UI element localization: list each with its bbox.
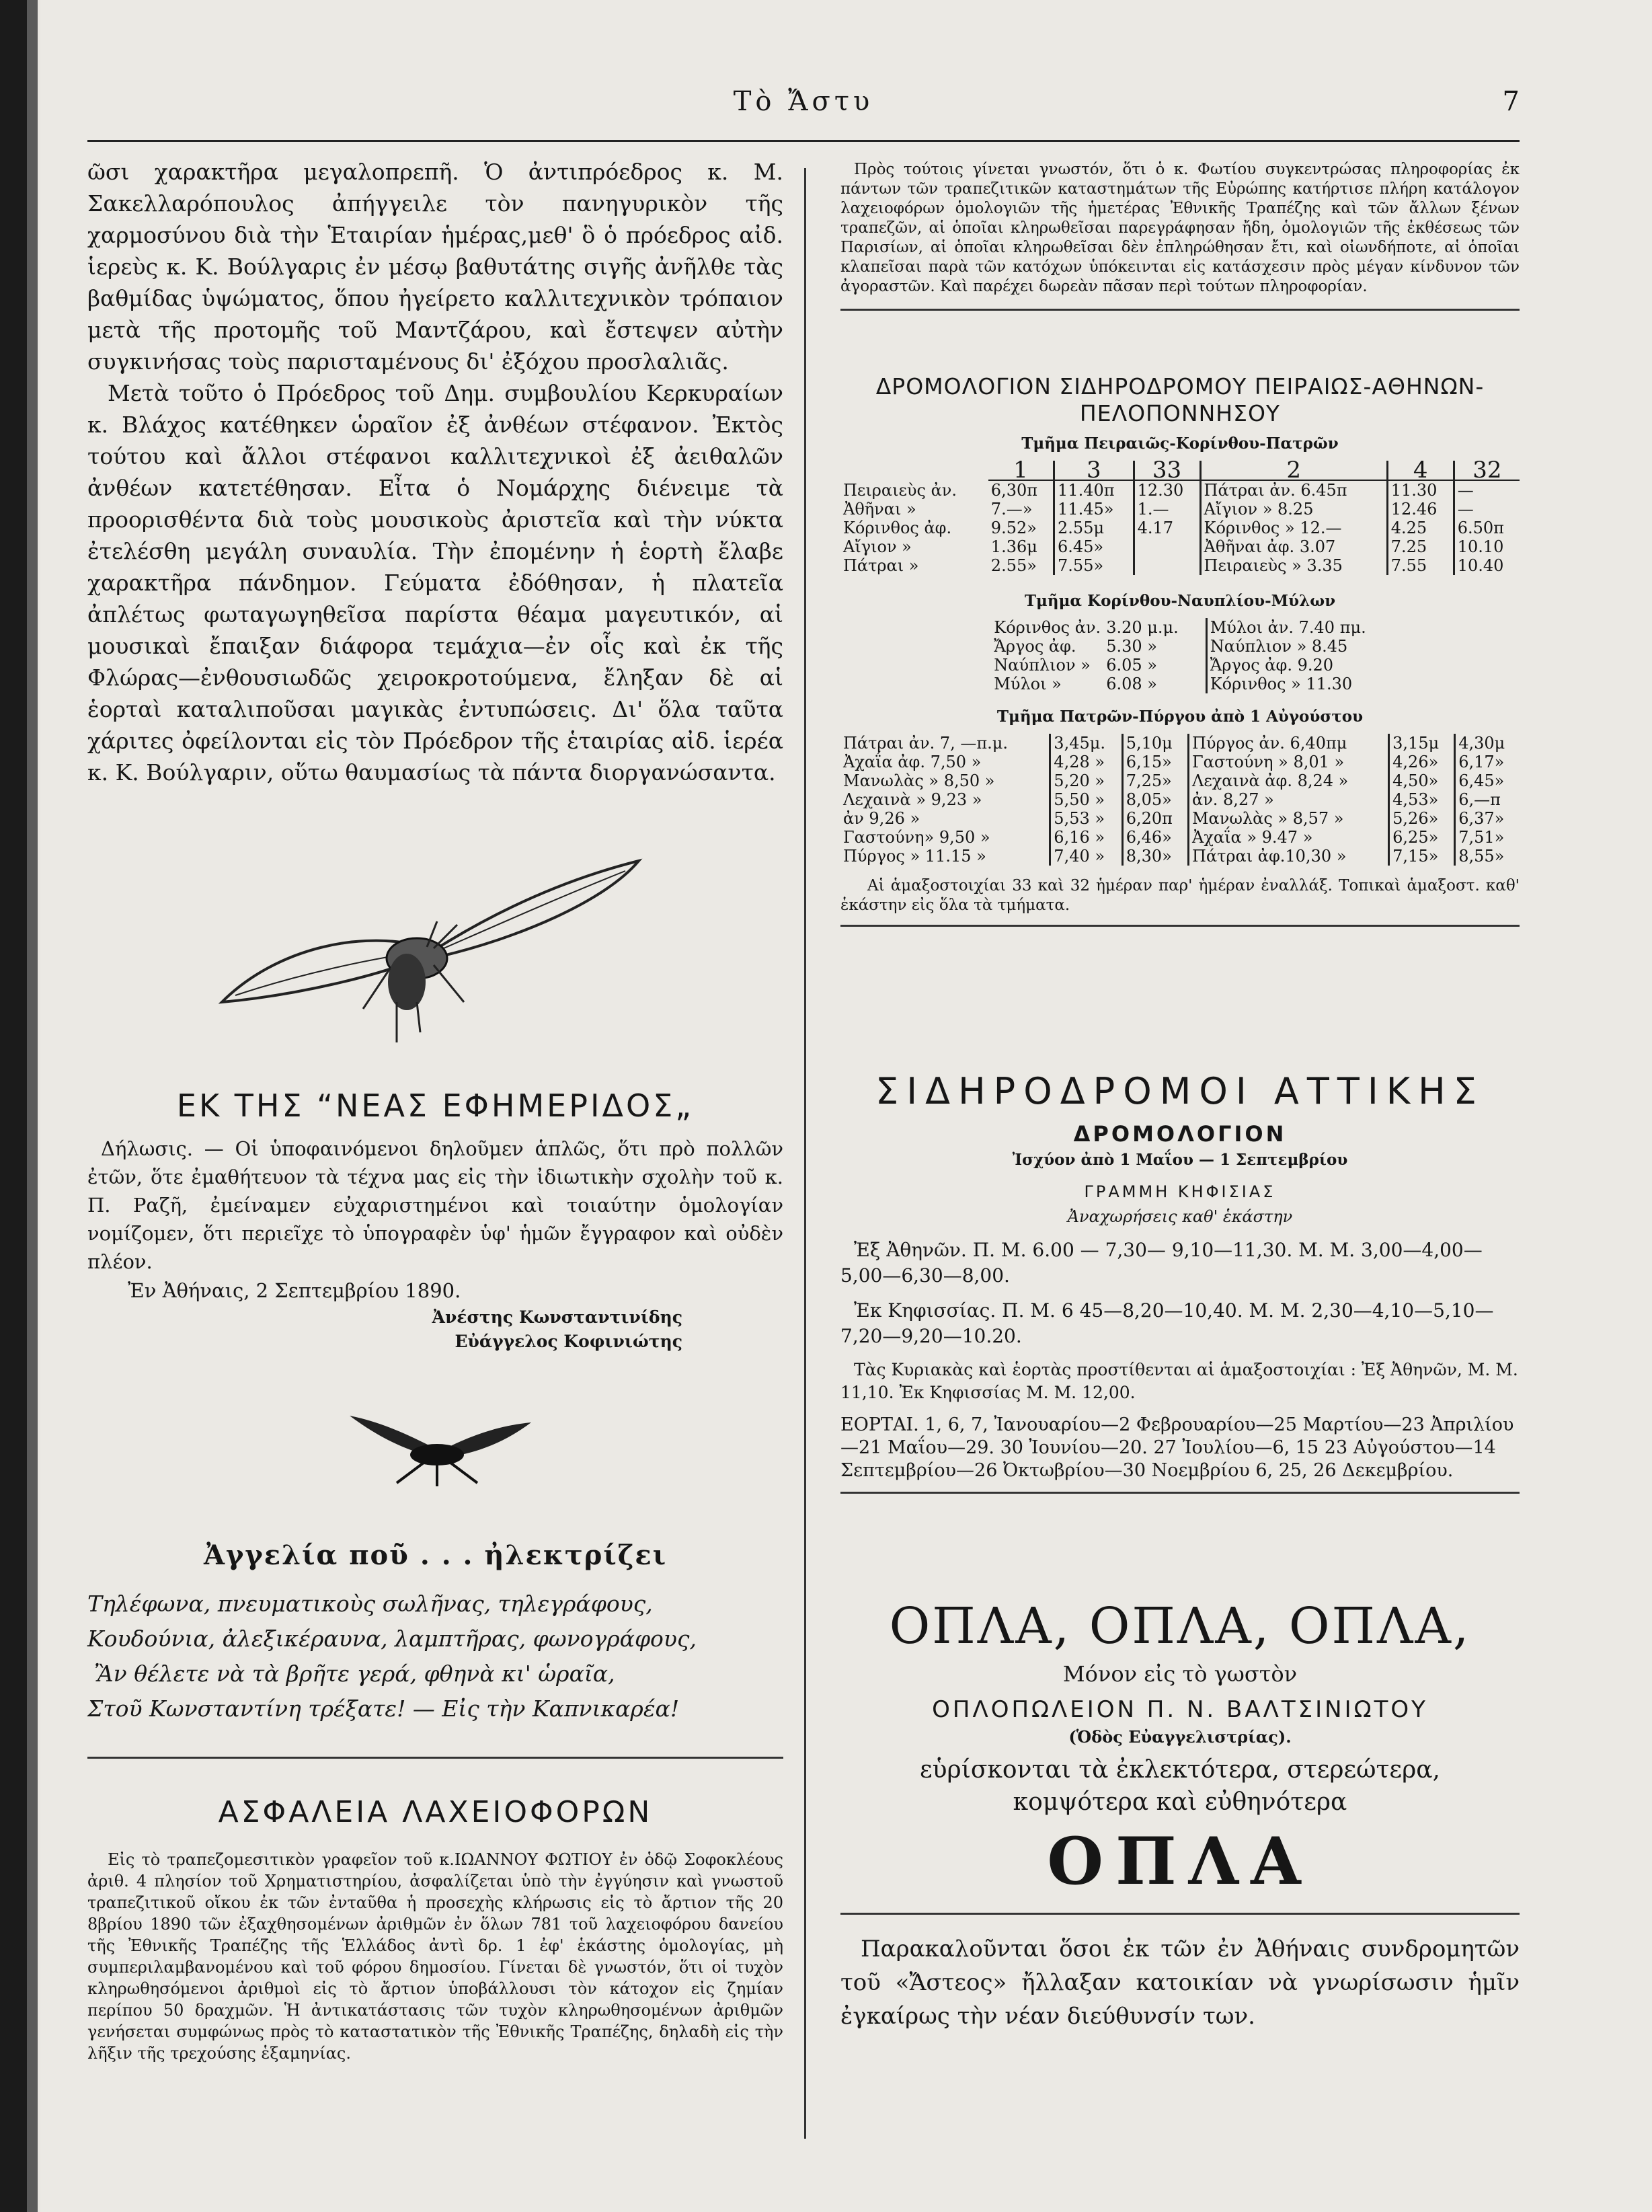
section-rule xyxy=(840,925,1520,927)
time-cell: 6,17» xyxy=(1455,753,1520,771)
time-cell: 6.08 » xyxy=(1106,675,1157,693)
station-time: Ἀχαΐα ἀφ. 7,50 » xyxy=(843,753,982,771)
time-cell: 7.25 xyxy=(1387,537,1454,556)
time-cell: — xyxy=(1454,480,1520,500)
time-cell: 6.50π xyxy=(1454,519,1520,537)
railway-timetable xyxy=(840,373,1520,927)
station: Κόρινθος ἀφ. xyxy=(843,519,952,537)
time-cell: 7.—» xyxy=(990,500,1033,519)
station-time: Ἄργος ἀφ. 9.20 xyxy=(1206,656,1368,675)
time-cell xyxy=(1134,537,1200,556)
section-heading: ΕΚ ΤΗΣ “ΝΕΑΣ ΕΦΗΜΕΡΙΔΟΣ„ xyxy=(176,1088,695,1124)
station-time: Λεχαινὰ » 9,23 » xyxy=(843,790,982,809)
train-number: 4 xyxy=(1387,461,1454,480)
page-number: 7 xyxy=(1502,86,1520,117)
timetable-heading: ΔΡΟΜΟΛΟΓΙΟΝ ΣΙΔΗΡΟΔΡΟΜΟΥ ΠΕΙΡΑΙΩΣ-ΑΘΗΝΩΝ-ΠΕΛΟΠΟΝΝΗΣΟΥ xyxy=(875,373,1485,426)
time-cell: 6,45» xyxy=(1455,771,1520,790)
time-cell: 8,05» xyxy=(1122,790,1188,809)
station: Πάτραι » xyxy=(843,556,919,575)
ad-line: Ἂν θέλετε νὰ τὰ βρῆτε γερά, φθηνὰ κι' ὡραῖα, xyxy=(94,1661,615,1687)
table-row xyxy=(991,637,1368,656)
time-cell: 7,51» xyxy=(1455,828,1520,847)
time-cell: 2.55» xyxy=(990,556,1037,575)
arms-advertisement xyxy=(840,1594,1520,2033)
notice-text: Πρὸς τούτοις γίνεται γνωστόν, ὅτι ὁ κ. Φωτίου συγκεντρώσας πληροφορίας ἐκ πάντων τῶν τραπεζιτικῶν καταστημάτων τῆς Εὐρώπης κατήρτισε πλήρη κατάλογον λαχειοφόρων ὁμολογιῶν τῆς ἡμετέρας Ἐθνικῆς Τραπέζης καὶ τῶν ἄλλων ξένων τραπεζῶν, αἱ ὁποῖαι κληρωθεῖσαι παρεγράφησαν ἤδη, ὁμολογιῶν τῆς ἐκθέσεως τῶν Παρισίων, αἱ ὁποῖαι κληρωθεῖσαι δὲν ἐπληρώθησαν ἔτι, καὶ οἰωνδήποτε, αἱ ὁποῖαι κλαπεῖσαι παρὰ τῶν κατόχων ὑπόκεινται εἰς κατάσχεσιν πρὸς μέγαν κίνδυνον τῶν ἀγοραστῶν. Καὶ παρέχει δωρεὰν πᾶσαν περὶ τούτων πληροφορίαν. xyxy=(840,161,1520,295)
time-cell: 4.25 xyxy=(1387,519,1454,537)
table-row xyxy=(840,556,1520,575)
time-cell: 3,45μ. xyxy=(1050,734,1122,753)
attica-validity: Ἰσχύον ἀπὸ 1 Μαΐου — 1 Σεπτεμβρίου xyxy=(1012,1151,1348,1169)
station: Πειραιεὺς ἀν. xyxy=(843,480,957,500)
table-row xyxy=(840,500,1520,519)
arms-street: (Ὁδὸς Εὐαγγελιστρίας). xyxy=(1068,1727,1292,1747)
station-time: Κόρινθος » 12.— xyxy=(1200,519,1387,537)
ad-heading: Ἀγγελία ποῦ . . . ἠλεκτρίζει xyxy=(203,1539,668,1571)
station: Ἀθῆναι » xyxy=(843,500,916,519)
station-time: Ναύπλιον » 8.45 xyxy=(1206,637,1368,656)
train-number: 33 xyxy=(1134,461,1200,480)
station-time: ἀν 9,26 » xyxy=(843,809,920,828)
timetable-section-title: Τμῆμα Πειραιῶς-Κορίνθου-Πατρῶν xyxy=(1021,434,1339,453)
station-time: Μανωλὰς » 8,57 » xyxy=(1188,809,1388,828)
sunday-schedule: Τὰς Κυριακὰς καὶ ἑορτὰς προστίθενται αἱ ἁμαξοστοιχίαι : Ἐξ Ἀθηνῶν, Μ. Μ. 11,10. Ἐκ Κηφισσίας Μ. Μ. 12,00. xyxy=(840,1360,1518,1402)
station-time: Γαστούνη » 8,01 » xyxy=(1188,753,1388,771)
station-time: Μανωλὰς » 8,50 » xyxy=(843,771,995,790)
time-cell: 4,30μ xyxy=(1455,734,1520,753)
table-row xyxy=(991,656,1368,675)
time-cell: 2.55μ xyxy=(1054,519,1134,537)
insect-illustration xyxy=(336,1409,538,1490)
table-row xyxy=(840,828,1520,847)
time-cell: 9.52» xyxy=(990,519,1037,537)
time-cell: 1.— xyxy=(1134,500,1200,519)
station-time: Πύργος » 11.15 » xyxy=(843,847,986,866)
attica-railway xyxy=(840,1069,1520,1494)
table-header-row xyxy=(840,461,1520,480)
time-cell: 5.30 » xyxy=(1106,637,1157,656)
table-row xyxy=(840,519,1520,537)
time-cell: 5,20 » xyxy=(1050,771,1122,790)
time-cell: 6,15» xyxy=(1122,753,1188,771)
timetable-table xyxy=(991,618,1368,693)
electric-ad xyxy=(87,1537,783,1726)
attica-departures-label: Ἀναχωρήσεις καθ' ἑκάστην xyxy=(1067,1207,1293,1226)
signatory: Εὐάγγελος Κοφινιώτης xyxy=(455,1332,682,1351)
holidays-list: ΕΟΡΤΑΙ. 1, 6, 7, Ἰανουαρίου—2 Φεβρουαρίου—25 Μαρτίου—23 Ἀπριλίου—21 Μαΐου—29. 30 Ἰουνίου—20. 27 Ἰουλίου—6, 15 23 Αὐγούστου—14 Σεπτεμβρίου—26 Ὀκτωβρίου—30 Νοεμβρίου 6, 25, 26 Δεκεμβρίου. xyxy=(840,1414,1514,1481)
train-number: 2 xyxy=(1200,461,1387,480)
time-cell: 6,46» xyxy=(1122,828,1188,847)
schedule-line: Ἐκ Κηφισσίας. Π. Μ. 6 45—8,20—10,40. Μ. Μ. 2,30—4,10—5,10—7,20—9,20—10.20. xyxy=(840,1299,1494,1347)
time-cell: 11.40π xyxy=(1054,480,1134,500)
scan-binding-edge xyxy=(0,0,27,2212)
time-cell: 4,28 » xyxy=(1050,753,1122,771)
time-cell: 11.45» xyxy=(1054,500,1134,519)
ad-line: Τηλέφωνα, πνευματικοὺς σωλῆνας, τηλεγράφους, xyxy=(87,1591,653,1617)
bee-illustration xyxy=(195,847,666,1049)
station-time: Πειραιεὺς » 3.35 xyxy=(1200,556,1387,575)
time-cell: 4,26» xyxy=(1389,753,1455,771)
time-cell: 8,30» xyxy=(1122,847,1188,866)
time-cell: 1.36μ xyxy=(990,537,1037,556)
insurance-text: Εἰς τὸ τραπεζομεσιτικὸν γραφεῖον τοῦ κ.ΙΩΑΝΝΟΥ ΦΩΤΙΟΥ ἐν ὁδῷ Σοφοκλέους ἀριθ. 4 πλησίον τοῦ Χρηματιστηρίου, ἀσφαλίζεται ὑπὸ τὴν ἐγγύησιν καὶ γνωστοῦ τραπεζιτικοῦ οἴκου ἐκ τῶν ἐνταῦθα ἡ προσεχὴς κλήρωσις εἰς τὸ ἄρτιον τῆς 20 8βρίου 1890 τῶν ἐξαχθησομένων ἀριθμῶν ἐν ὅλων 781 τοῦ λαχειοφόρου δανείου τῆς Ἐθνικῆς Τραπέζης τῆς Ἑλλάδος ἀντὶ δρ. 1 ἐφ' ἑκάστης ὁμολογίας, μὴ συμπεριλαμβανομένου καὶ τοῦ φόρου δημοσίου. Γίνεται δὲ γνωστόν, ὅτι οἱ τυχὸν κληρωθησόμενοι ἀριθμοὶ εἰς τὸ ἄρτιον ὑποβάλλουσι τὸν κάτοχον εἰς ζημίαν περίπου 50 δραχμῶν. Ἡ ἀντικατάστασις τῶν τυχὸν κληρωθησομένων ἀριθμῶν γενήσεται συμφώνως πρὸς τὸ καταστατικὸν τῆς Ἐθνικῆς Τραπέζης, δηλαδὴ εἰς τὴν λῆξιν τῆς τρεχούσης ἑξαμηνίας. xyxy=(87,1850,783,2063)
declaration-date: Ἐν Ἀθήναις, 2 Σεπτεμβρίου 1890. xyxy=(128,1279,461,1302)
station-time: Αἴγιον » 8.25 xyxy=(1200,500,1387,519)
train-number: 1 xyxy=(988,461,1054,480)
timetable-section-title: Τμῆμα Πατρῶν-Πύργου ἀπὸ 1 Αὐγούστου xyxy=(996,708,1364,726)
train-number: 32 xyxy=(1454,461,1520,480)
table-row xyxy=(991,675,1368,693)
table-row xyxy=(840,537,1520,556)
station: Ἄργος ἀφ. xyxy=(994,637,1076,656)
time-cell: 3.20 μ.μ. xyxy=(1106,618,1179,637)
station: Μύλοι » xyxy=(994,675,1062,693)
time-cell: 7,25» xyxy=(1122,771,1188,790)
station-time: ἀν. 8,27 » xyxy=(1188,790,1388,809)
arms-big-title: ΟΠΛΑ xyxy=(1047,1823,1313,1899)
station: Ναύπλιον » xyxy=(994,656,1091,675)
time-cell xyxy=(1134,556,1200,575)
time-cell: 6.45» xyxy=(1054,537,1134,556)
timetable-table xyxy=(840,457,1520,575)
time-cell: 11.30 xyxy=(1387,480,1454,500)
table-row xyxy=(840,753,1520,771)
right-column xyxy=(840,160,1520,311)
train-number: 3 xyxy=(1054,461,1134,480)
attica-line-name: ΓΡΑΜΜΗ ΚΗΦΙΣΙΑΣ xyxy=(1084,1182,1276,1201)
time-cell: 4,50» xyxy=(1389,771,1455,790)
station-time: Πάτραι ἀφ.10,30 » xyxy=(1188,847,1388,866)
station: Κόρινθος ἀν. xyxy=(994,618,1101,637)
attica-subheading: ΔΡΟΜΟΛΟΓΙΟΝ xyxy=(1073,1121,1287,1147)
time-cell: 6.05 » xyxy=(1106,656,1157,675)
time-cell: 6,16 » xyxy=(1050,828,1122,847)
time-cell: — xyxy=(1454,500,1520,519)
table-row xyxy=(840,790,1520,809)
time-cell: 6,37» xyxy=(1455,809,1520,828)
column-divider xyxy=(804,168,806,2139)
attica-heading: ΣΙΔΗΡΟΔΡΟΜΟΙ ΑΤΤΙΚΗΣ xyxy=(875,1070,1485,1112)
insurance-section xyxy=(87,1757,783,2064)
arms-heading: ΟΠΛΑ, ΟΠΛΑ, ΟΠΛΑ, xyxy=(889,1597,1471,1655)
scan-binding-shadow xyxy=(27,0,38,2212)
signatory: Ἀνέστης Κωνσταντινίδης xyxy=(432,1307,682,1327)
station-time: Πάτραι ἀν. 7, —π.μ. xyxy=(843,734,1008,753)
arms-text: Μόνον εἰς τὸ γωστὸν xyxy=(1062,1661,1298,1687)
article-paragraph: Μετὰ τοῦτο ὁ Πρόεδρος τοῦ Δημ. συμβουλίου Κερκυραίων κ. Βλάχος κατέθηκεν ὡραῖον ἐξ ἀνθέων στέφανον. Ἐκτὸς τούτου καὶ ἄλλοι στέφανοι καλλιτεχνικοὶ ἐξ ἀειθαλῶν ἀνθέων κατετέθησαν. Εἶτα ὁ Νομάρχης διένειμε τὰ προορισθέντα διὰ τοὺς μουσικοὺς ἀριστεῖα καὶ τὴν νύκτα ἐτελέσθη μεγάλη συναυλία. Τὴν ἐπομένην ἡ ἑορτὴ ἔλαβε χαρακτῆρα πάνδημον. Γεύματα ἐδόθησαν, ἡ πλατεῖα ἀπλέτως φωταγωγηθεῖσα παρίστα θέαμα μαγευτικόν, αἱ μουσικαὶ ἔπαιξαν διάφορα τεμάχια—ἐν οἷς καὶ ἐκ τῆς Φλώρας—ἐνθουσιωδῶς χειροκροτούμενα, ἔληξαν δὲ αἱ ἑορταὶ καταλιποῦσαι μαγικὰς ἐντυπώσεις. Δι' ὅλα ταῦτα χάριτες ὀφείλονται εἰς τὸν Πρόεδρον τῆς ἑταιρίας αἰδ. ἱερέα κ. Κ. Βούλγαριν, οὕτω θαυμασίως τὰ πάντα διοργανώσαντα. xyxy=(87,380,783,786)
time-cell: 5,26» xyxy=(1389,809,1455,828)
station: Αἴγιον » xyxy=(843,537,912,556)
time-cell: 6,25» xyxy=(1389,828,1455,847)
schedule-line: Ἐξ Ἀθηνῶν. Π. Μ. 6.00 — 7,30— 9,10—11,30. Μ. Μ. 3,00—4,00—5,00—6,30—8,00. xyxy=(840,1239,1483,1287)
time-cell: 5,53 » xyxy=(1050,809,1122,828)
time-cell: 7,40 » xyxy=(1050,847,1122,866)
station-time: Λεχαινὰ ἀφ. 8,24 » xyxy=(1188,771,1388,790)
station-time: Γαστούνη» 9,50 » xyxy=(843,828,990,847)
table-row xyxy=(991,618,1368,637)
time-cell: 12.46 xyxy=(1387,500,1454,519)
time-cell: 7.55 xyxy=(1387,556,1454,575)
time-cell: 6,30π xyxy=(990,481,1038,500)
timetable-note: Αἱ ἁμαξοστοιχίαι 33 καὶ 32 ἡμέραν παρ' ἡμέραν ἐναλλάξ. Τοπικαὶ ἁμαξοστ. καθ' ἑκάστην εἰς ὅλα τὰ τμήματα. xyxy=(840,877,1520,914)
header-rule xyxy=(87,140,1520,142)
table-row xyxy=(840,809,1520,828)
ad-line: Κουδούνια, ἀλεξικέραυνα, λαμπτῆρας, φωνογράφους, xyxy=(87,1626,697,1652)
station-time: Μύλοι ἀν. 7.40 πμ. xyxy=(1206,618,1368,637)
time-cell: 7,15» xyxy=(1389,847,1455,866)
section-rule xyxy=(840,1492,1520,1494)
station-time: Κόρινθος » 11.30 xyxy=(1206,675,1368,693)
section-heading: ΑΣΦΑΛΕΙΑ ΛΑΧΕΙΟΦΟΡΩΝ xyxy=(218,1795,653,1829)
table-row xyxy=(840,734,1520,753)
ad-line: Στοῦ Κωνσταντίνη τρέξατε! — Εἰς τὴν Καπνικαρέα! xyxy=(87,1695,680,1722)
table-row xyxy=(840,771,1520,790)
newspaper-title: Τὸ Ἄστυ xyxy=(733,86,874,117)
time-cell: 3,15μ xyxy=(1389,734,1455,753)
station-time: Πύργος ἀν. 6,40πμ xyxy=(1188,734,1388,753)
time-cell: 10.40 xyxy=(1454,556,1520,575)
time-cell: 6,—π xyxy=(1455,790,1520,809)
timetable-table xyxy=(840,734,1520,866)
arms-text: εὑρίσκονται τὰ ἐκλεκτότερα, στερεώτερα, κομψότερα καὶ εὐθηνότερα xyxy=(920,1756,1440,1816)
time-cell: 6,20π xyxy=(1122,809,1188,828)
declaration-text: Δήλωσις. — Οἱ ὑποφαινόμενοι δηλοῦμεν ἁπλῶς, ὅτι πρὸ πολλῶν ἐτῶν, ὅτε ἐμαθήτευον τὰ τέχνα μας εἰς τὴν ἰδιωτικὴν σχολὴν τοῦ κ. Π. Ραζῆ, ἐμείναμεν εὐχαριστημένοι καὶ τοιαύτην ὁμολογίαν νομίζομεν, ὅτι περιεῖχε τὸ ὑπογραφὲν ὑφ' ἡμῶν ἔγγραφον καὶ οὐδὲν πλέον. xyxy=(87,1137,783,1273)
article-paragraph: ῶσι χαρακτῆρα μεγαλοπρεπῆ. Ὁ ἀντιπρόεδρος κ. Μ. Σακελλαρόπουλος ἀπήγγειλε τὸν πανηγυρικὸν τῆς χαρμοσύνου διὰ τὴν Ἑταιρίαν ἡμέρας,μεθ' ὃ ὁ πρόεδρος αἰδ. ἱερεὺς κ. Κ. Βούλγαρις ἐν μέσῳ βαθυτάτης σιγῆς ἀνῆλθε τὰς βαθμίδας ὑψώματος, ὅπου ἠγείρετο καλλιτεχνικὸν τρόπαιον μετὰ τῆς προτομῆς τοῦ Μαντζάρου, καὶ ἔστεψεν αὐτὴν συγκινήσας τοὺς παρισταμένους δι' ἐξόχου προσλαλιᾶς. xyxy=(87,159,783,375)
time-cell: 4.17 xyxy=(1134,519,1200,537)
time-cell: 8,55» xyxy=(1455,847,1520,866)
timetable-section-title: Τμῆμα Κορίνθου-Ναυπλίου-Μύλων xyxy=(1024,592,1336,610)
station-time: Ἀχαΐα » 9.47 » xyxy=(1188,828,1388,847)
time-cell: 5,50 » xyxy=(1050,790,1122,809)
section-rule xyxy=(840,1913,1520,1915)
section-rule xyxy=(87,1757,783,1759)
left-column xyxy=(87,156,783,788)
subscribers-notice: Παρακαλοῦνται ὅσοι ἐκ τῶν ἐν Ἀθήναις συνδρομητῶν τοῦ «Ἄστεος» ἤλλαξαν κατοικίαν νὰ γνωρίσωσιν ἡμῖν ἐγκαίρως τὴν νέαν διεύθυνσίν των. xyxy=(840,1936,1520,2030)
page-header xyxy=(87,86,1520,140)
time-cell: 4,53» xyxy=(1389,790,1455,809)
arms-shop-name: ΟΠΛΟΠΩΛΕΙΟΝ Π. Ν. ΒΑΛΤΣΙΝΙΩΤΟΥ xyxy=(932,1696,1428,1723)
section-rule xyxy=(840,309,1520,311)
time-cell: 7.55» xyxy=(1054,556,1134,575)
nea-ephemeris-section xyxy=(87,1086,783,1354)
station-time: Πάτραι ἀν. 6.45π xyxy=(1200,480,1387,500)
table-row xyxy=(840,847,1520,866)
time-cell: 5,10μ xyxy=(1122,734,1188,753)
station-time: Ἀθῆναι ἀφ. 3.07 xyxy=(1200,537,1387,556)
table-row xyxy=(840,480,1520,500)
time-cell: 10.10 xyxy=(1454,537,1520,556)
time-cell: 12.30 xyxy=(1134,480,1200,500)
